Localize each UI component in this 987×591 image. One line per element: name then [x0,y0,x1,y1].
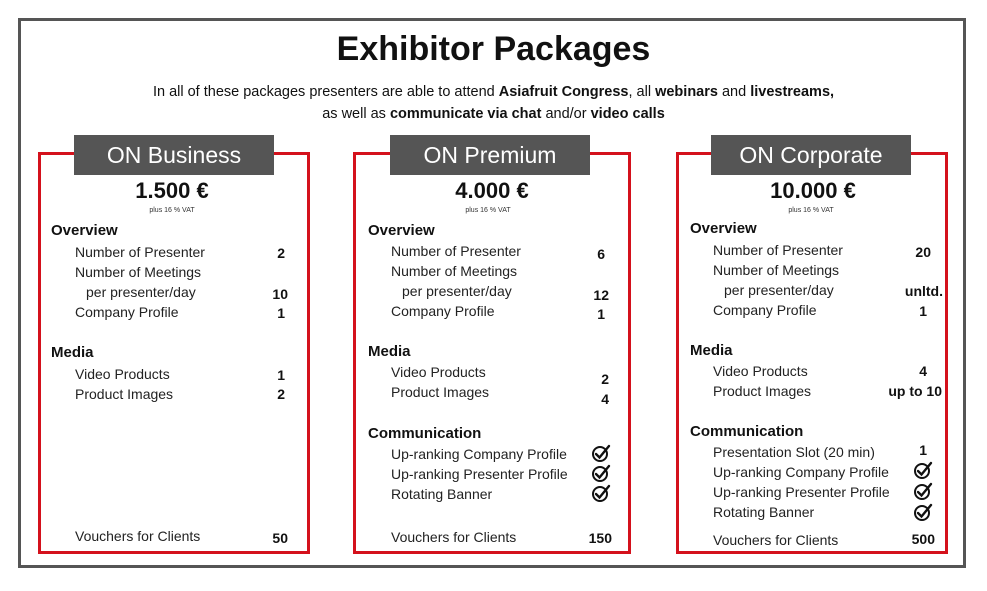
intro-bold: communicate via chat [389,106,542,122]
profile-value: 1 [919,303,927,319]
video-value: 2 [601,371,609,387]
images-value: up to 10 [888,383,942,399]
uprank-presenter-label: Up-ranking Presenter Profile [713,484,890,500]
package-price-business: 1.500 € [135,178,209,203]
vouchers-value: 150 [588,530,612,546]
presenter-label: Number of Presenter [75,244,205,260]
check-circle-icon [591,463,611,483]
section-heading-overview: Overview [51,222,118,239]
vouchers-label: Vouchers for Clients [75,528,201,544]
package-price-corporate: 10.000 € [770,178,856,203]
check-circle-icon [913,460,933,480]
intro-text: and [717,84,751,100]
vouchers-value: 500 [911,531,935,547]
meetings-label: Number of Meetings [713,262,840,278]
intro-text: and/or [541,106,591,122]
page-title: Exhibitor Packages [336,30,651,68]
section-heading-overview: Overview [368,222,435,239]
video-value: 1 [277,367,285,383]
package-vat-premium: plus 16 % VAT [465,207,511,214]
section-heading-communication: Communication [368,425,482,442]
video-label: Video Products [713,363,808,379]
presenter-value: 20 [915,244,931,260]
meetings-sub-label: per presenter/day [724,282,834,298]
package-name-business: ON Business [74,135,274,175]
intro-text: as well as [322,106,390,122]
section-heading-communication: Communication [690,423,804,440]
vouchers-label: Vouchers for Clients [391,529,517,545]
images-label: Product Images [391,384,490,400]
section-heading-media: Media [51,344,94,361]
section-heading-media: Media [690,342,733,359]
images-label: Product Images [75,386,174,402]
intro-line-1 [0,84,987,100]
meetings-value: 10 [272,286,288,302]
presenter-label: Number of Presenter [713,242,843,258]
section-heading-overview: Overview [690,220,757,237]
profile-label: Company Profile [75,304,179,320]
meetings-label: Number of Meetings [75,264,202,280]
package-name-corporate: ON Corporate [711,135,911,175]
package-price-premium: 4.000 € [455,178,529,203]
check-circle-icon [913,502,933,522]
images-value: 4 [601,391,609,407]
meetings-value: 12 [593,287,609,303]
meetings-sub-label: per presenter/day [86,284,196,300]
presenter-label: Number of Presenter [391,243,521,259]
package-name-premium: ON Premium [390,135,590,175]
profile-value: 1 [597,306,605,322]
intro-text: , all [628,84,656,100]
meetings-label: Number of Meetings [391,263,518,279]
images-value: 2 [277,386,285,402]
profile-label: Company Profile [713,302,817,318]
intro-text: In all of these packages presenters are able to attend [152,84,499,100]
section-heading-media: Media [368,343,411,360]
video-label: Video Products [391,364,486,380]
uprank-company-label: Up-ranking Company Profile [713,464,889,480]
images-label: Product Images [713,383,812,399]
uprank-presenter-label: Up-ranking Presenter Profile [391,466,568,482]
vouchers-value: 50 [272,530,288,546]
meetings-sub-label: per presenter/day [402,283,512,299]
vouchers-label: Vouchers for Clients [713,532,839,548]
rotating-banner-label: Rotating Banner [713,504,815,520]
intro-bold: livestreams, [750,84,835,100]
meetings-value: unltd. [904,283,943,299]
check-circle-icon [591,443,611,463]
presenter-value: 6 [597,246,605,262]
profile-label: Company Profile [391,303,495,319]
intro-bold: video calls [590,106,665,122]
presentation-slot-label: Presentation Slot (20 min) [713,444,875,460]
presenter-value: 2 [277,245,285,261]
intro-line-2 [0,106,987,122]
presentation-slot-value: 1 [919,442,927,458]
check-circle-icon [913,481,933,501]
package-vat-business: plus 16 % VAT [149,207,195,214]
profile-value: 1 [277,305,285,321]
rotating-banner-label: Rotating Banner [391,486,493,502]
video-label: Video Products [75,366,170,382]
intro-bold: Asiafruit Congress [498,84,629,100]
uprank-company-label: Up-ranking Company Profile [391,446,567,462]
video-value: 4 [919,363,927,379]
package-vat-corporate: plus 16 % VAT [788,207,834,214]
check-circle-icon [591,483,611,503]
intro-bold: webinars [655,84,718,100]
